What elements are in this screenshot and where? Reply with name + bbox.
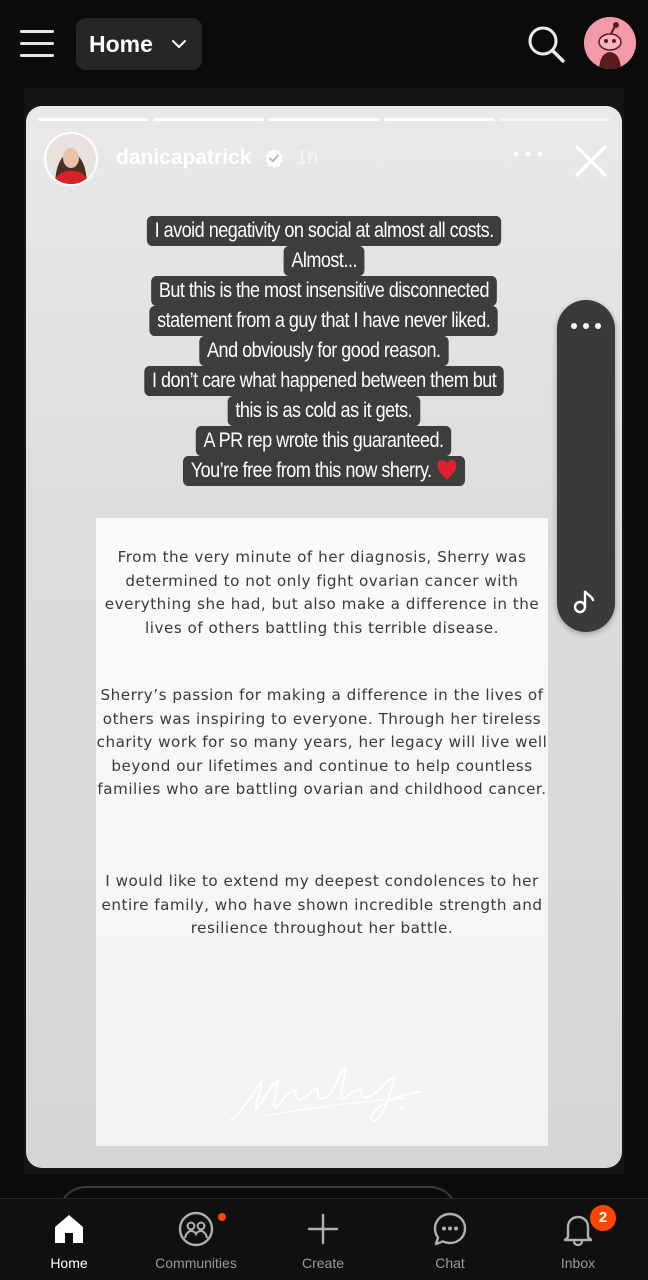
more-vertical-options-icon[interactable] [569,320,603,332]
caption-line: Almost... [283,246,364,276]
progress-segment [38,118,149,121]
progress-segment [153,118,264,121]
caption-line: I don’t care what happened between them but [144,366,504,396]
feed-selector-label: Home [89,30,153,57]
nav-create-label: Create [301,1255,345,1271]
post-time: 1h [296,147,319,169]
story-card[interactable] [26,106,622,1168]
story-progress-bar [38,118,610,122]
story-side-toolbar [557,300,615,632]
nav-home-label: Home [50,1255,88,1271]
caption-line: this is as cold as it gets. [228,396,420,426]
music-note-icon[interactable] [572,588,598,614]
feed-selector-dropdown[interactable] [76,18,202,70]
nav-chat-label: Chat [435,1255,465,1271]
notification-dot [216,1211,228,1223]
search-icon[interactable] [526,24,566,64]
nav-chat[interactable] [395,1199,505,1280]
statement-paragraph-2: Sherry’s passion for making a difference in the lives of others was inspiring to everyone. Through her tireless charity work for so many years, her legacy will live well beyond our lifetimes and continue to help countless families who are battling ovarian and childhood cancer. [96,686,548,799]
statement-paragraph-1: From the very minute of her diagnosis, Sherry was determined to not only fight ovarian cancer with everything she had, but also make a difference in the lives of others battling this terrible disease. [104,548,540,637]
hamburger-menu-icon[interactable] [20,28,56,60]
plus-icon [305,1211,341,1247]
verified-badge-icon [264,148,284,168]
communities-icon [178,1211,214,1247]
inbox-count-badge: 2 [588,1203,618,1233]
snoo-avatar-icon [584,17,636,69]
nav-communities-label: Communities [155,1255,237,1271]
caption-line-last [183,456,465,486]
more-options-icon[interactable] [510,142,546,166]
caption-line-text: You’re free from this now sherry. [190,459,432,482]
nav-inbox-label: Inbox [560,1255,596,1271]
nav-create[interactable] [268,1199,378,1280]
statement-paragraph-3: I would like to extend my deepest condolences to her entire family, who have shown incredible strength and resilience throughout her battle. [101,872,543,938]
bottom-navigation [0,1198,648,1280]
nav-communities[interactable] [141,1199,251,1280]
author-username[interactable]: danicapatrick [116,146,252,169]
progress-segment [499,118,610,121]
chevron-down-icon [170,35,188,53]
caption-line: statement from a guy that I have never liked. [150,306,499,336]
close-icon[interactable] [572,142,610,180]
top-bar [0,0,648,88]
story-caption [26,216,622,486]
user-avatar[interactable] [584,17,636,69]
statement-image [96,518,548,1146]
caption-line: And obviously for good reason. [200,336,449,366]
caption-line: A PR rep wrote this guaranteed. [196,426,451,456]
author-photo [46,134,96,184]
home-icon [51,1211,87,1247]
progress-segment [384,118,495,121]
chat-icon [432,1211,468,1247]
caption-line: But this is the most insensitive disconnected [151,276,497,306]
progress-segment [268,118,379,121]
handwritten-signature [226,1058,426,1128]
caption-line: I avoid negativity on social at almost all costs. [147,216,502,246]
nav-home[interactable] [14,1199,124,1280]
author-avatar[interactable] [44,132,98,186]
red-heart-icon [437,459,458,481]
